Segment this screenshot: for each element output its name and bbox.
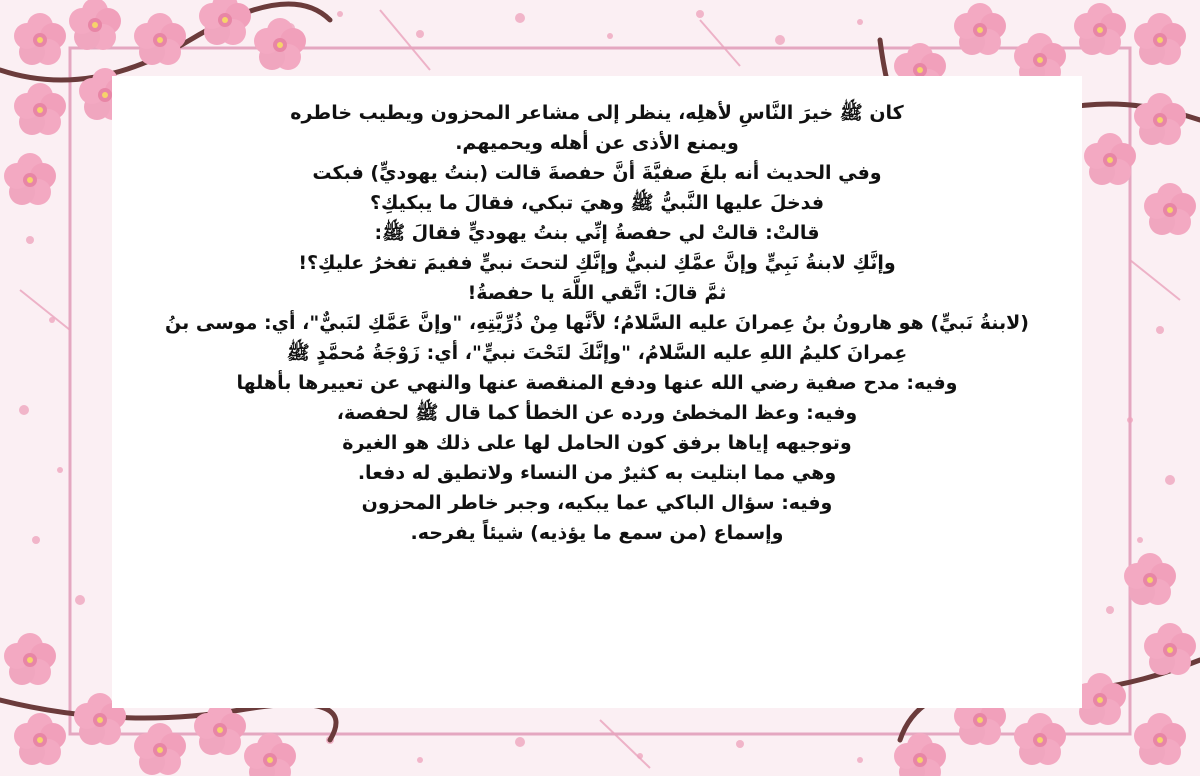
- text-line: (لابنةُ نَبيٍّ) هو هارونُ بنُ عِمرانَ عليه السَّلامُ؛ لأنَّها مِنْ ذُرِّيَّتِهِ، "وإنَّ عَمَّكِ لنَبيٌّ"، أي: موسى بنُ: [165, 312, 1029, 334]
- text-line: عِمرانَ كليمُ اللهِ عليه السَّلامُ، "وإنَّكَ لتَحْتَ نبيٍّ"، أي: زَوْجَةُ مُحمَّدٍ ﷺ: [286, 342, 908, 364]
- text-line: كان ﷺ خيرَ النَّاسِ لأهلِه، ينظر إلى مشاعر المحزون ويطيب خاطره: [290, 102, 904, 124]
- text-line: ويمنع الأذى عن أهله ويحميهم.: [455, 132, 739, 154]
- text-line: ثمَّ قالَ: اتَّقي اللَّهَ يا حفصةُ!: [467, 282, 727, 304]
- text-line: وإنَّكِ لابنةُ نَبِيٍّ وإنَّ عمَّكِ لنبيٌّ وإنَّكِ لتحتَ نبيٍّ ففيمَ تفخرُ عليكِ؟!: [298, 252, 896, 274]
- text-line: وإسماع (من سمع ما يؤذيه) شيئاً يفرحه.: [410, 522, 784, 544]
- text-line: وهي مما ابتليت به كثيرٌ من النساء ولاتطيق له دفعا.: [357, 462, 837, 484]
- text-line: وفيه: سؤال الباكي عما يبكيه، وجبر خاطر المحزون: [361, 492, 833, 514]
- document-body: [136, 98, 1058, 548]
- text-card: [112, 76, 1082, 708]
- text-line: فدخلَ عليها النَّبيُّ ﷺ وهيَ تبكي، فقالَ ما يبكيكِ؟: [369, 192, 825, 214]
- text-line: وفيه: وعظ المخطئ ورده عن الخطأ كما قال ﷺ لحفصة،: [336, 402, 858, 424]
- text-line: وتوجيهه إياها برفق كون الحامل لها على ذلك هو الغيرة: [342, 432, 852, 454]
- text-line: وفيه: مدح صفية رضي الله عنها ودفع المنقصة عنها والنهي عن تعييرها بأهلها: [236, 372, 958, 394]
- text-line: قالتْ: قالتْ لي حفصةُ إنِّي بنتُ يهوديٍّ فقالَ ﷺ:: [374, 222, 820, 244]
- text-line: وفي الحديث أنه بلغَ صفيَّةَ أنَّ حفصةَ قالت (بنتُ يهوديٍّ) فبكت: [312, 162, 882, 184]
